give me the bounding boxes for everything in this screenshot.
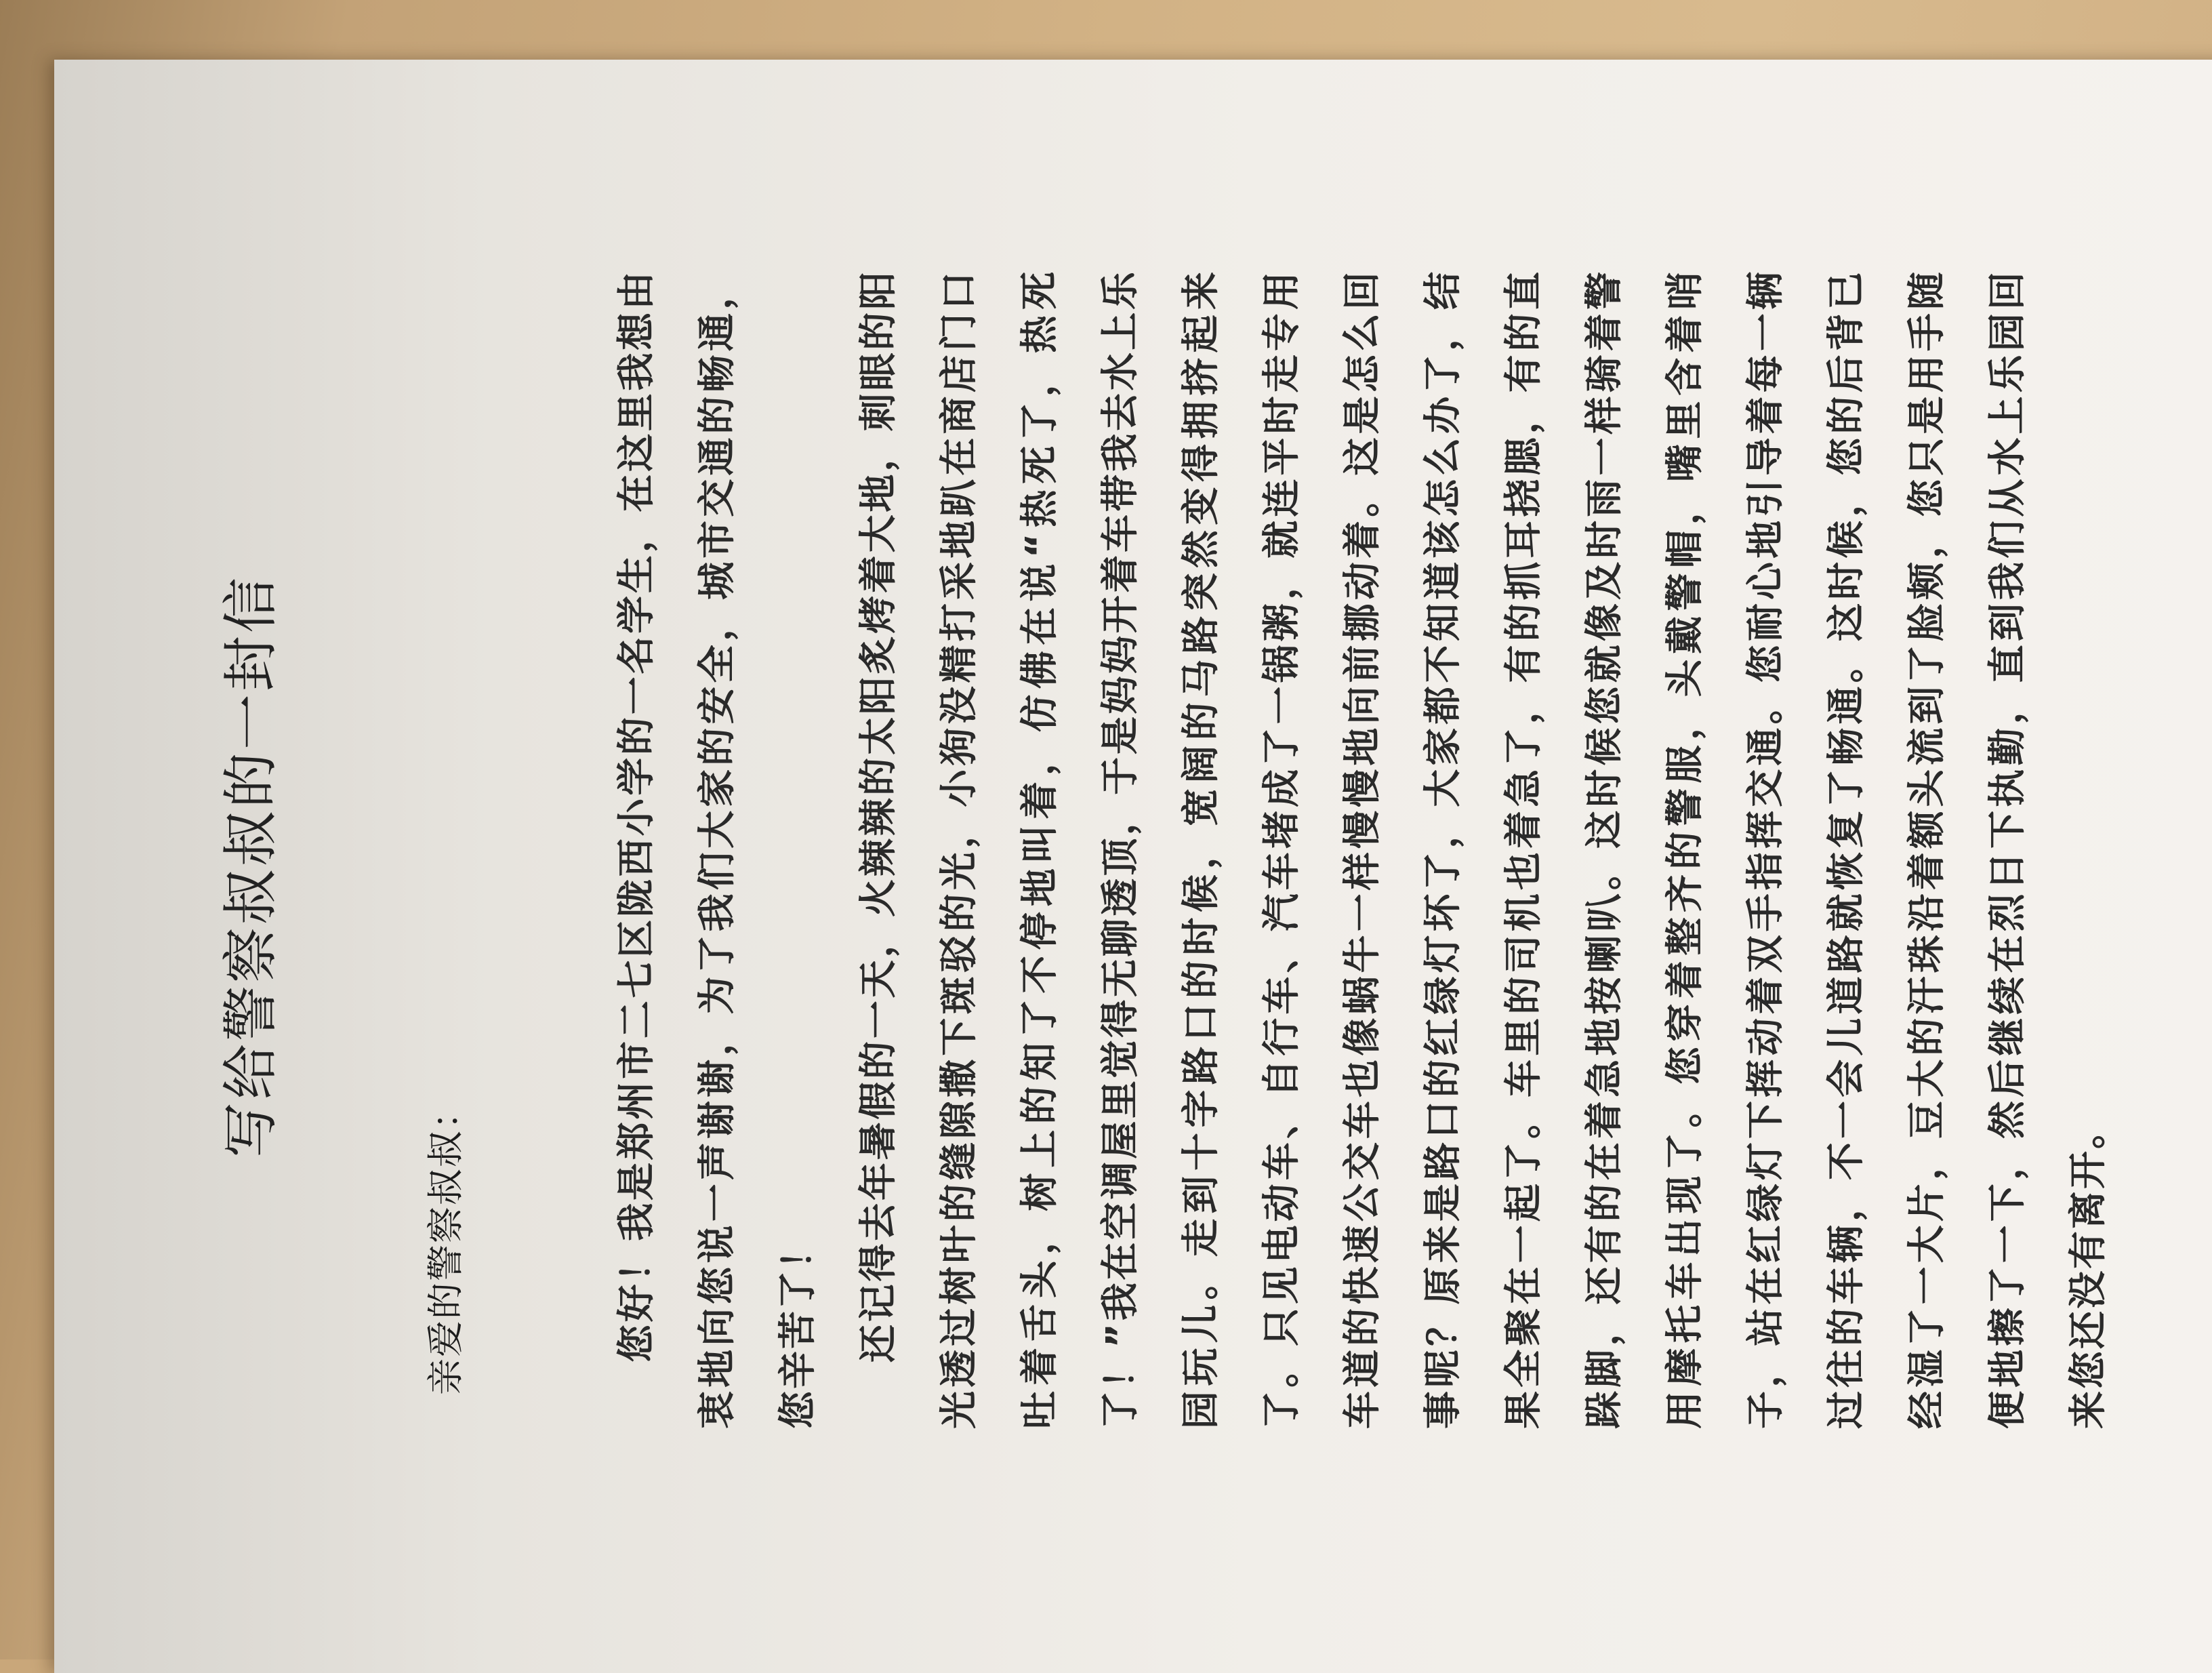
salutation: 亲爱的警察叔叔： [424,1091,467,1395]
letter-body [596,270,2129,1429]
letter-page [54,60,2212,1673]
paragraph-greeting: 您好！我是郑州市二七区陇西小学的一名学生，在这里我想由衷地向您说一声谢谢，为了我们大家的安全，城市交通的畅通，您辛苦了！ [615,270,820,1429]
paragraph-story: 还记得去年暑假的一天，火辣辣的太阳炙烤着大地，刺眼的阳光透过树叶的缝隙撒下斑驳的光，小狗没精打采地趴在商店门口吐着舌头，树上的知了不停地叫着，仿佛在说“热死了，热死了！”我在空调屋里觉得无聊透顶，于是妈妈开着车带我去水上乐园玩儿。走到十字路口的时候，宽阔的马路突然变得拥挤起来了。只见电动车、自行车、汽车堵成了一锅粥，就连平时走专用车道的快速公交车也像蜗牛一样慢慢地向前挪动着。这是怎么回事呢？原来是路口的红绿灯坏了，大家都不知道该怎么办了，结果全聚在一起了。车里的司机也着急了，有的抓耳挠腮，有的直跺脚，还有的在着急地按喇叭。这时候您就像及时雨一样骑着警用摩托车出现了。您穿着整齐的警服，头戴警帽，嘴里含着哨子，站在红绿灯下挥动着双手指挥交通。您耐心地引导着每一辆过往的车辆，不一会儿道路就恢复了畅通。这时候，您的后背已经湿了一大片，豆大的汗珠沿着额头流到了脸颊，您只是用手随便地擦了一下，然后继续在烈日下执勤，直到我们从水上乐园回来您还没有离开。 [857,270,2110,1429]
paper-sheet [54,60,2212,1673]
letter-title: 写给警察叔叔的一封信 [219,575,283,1158]
